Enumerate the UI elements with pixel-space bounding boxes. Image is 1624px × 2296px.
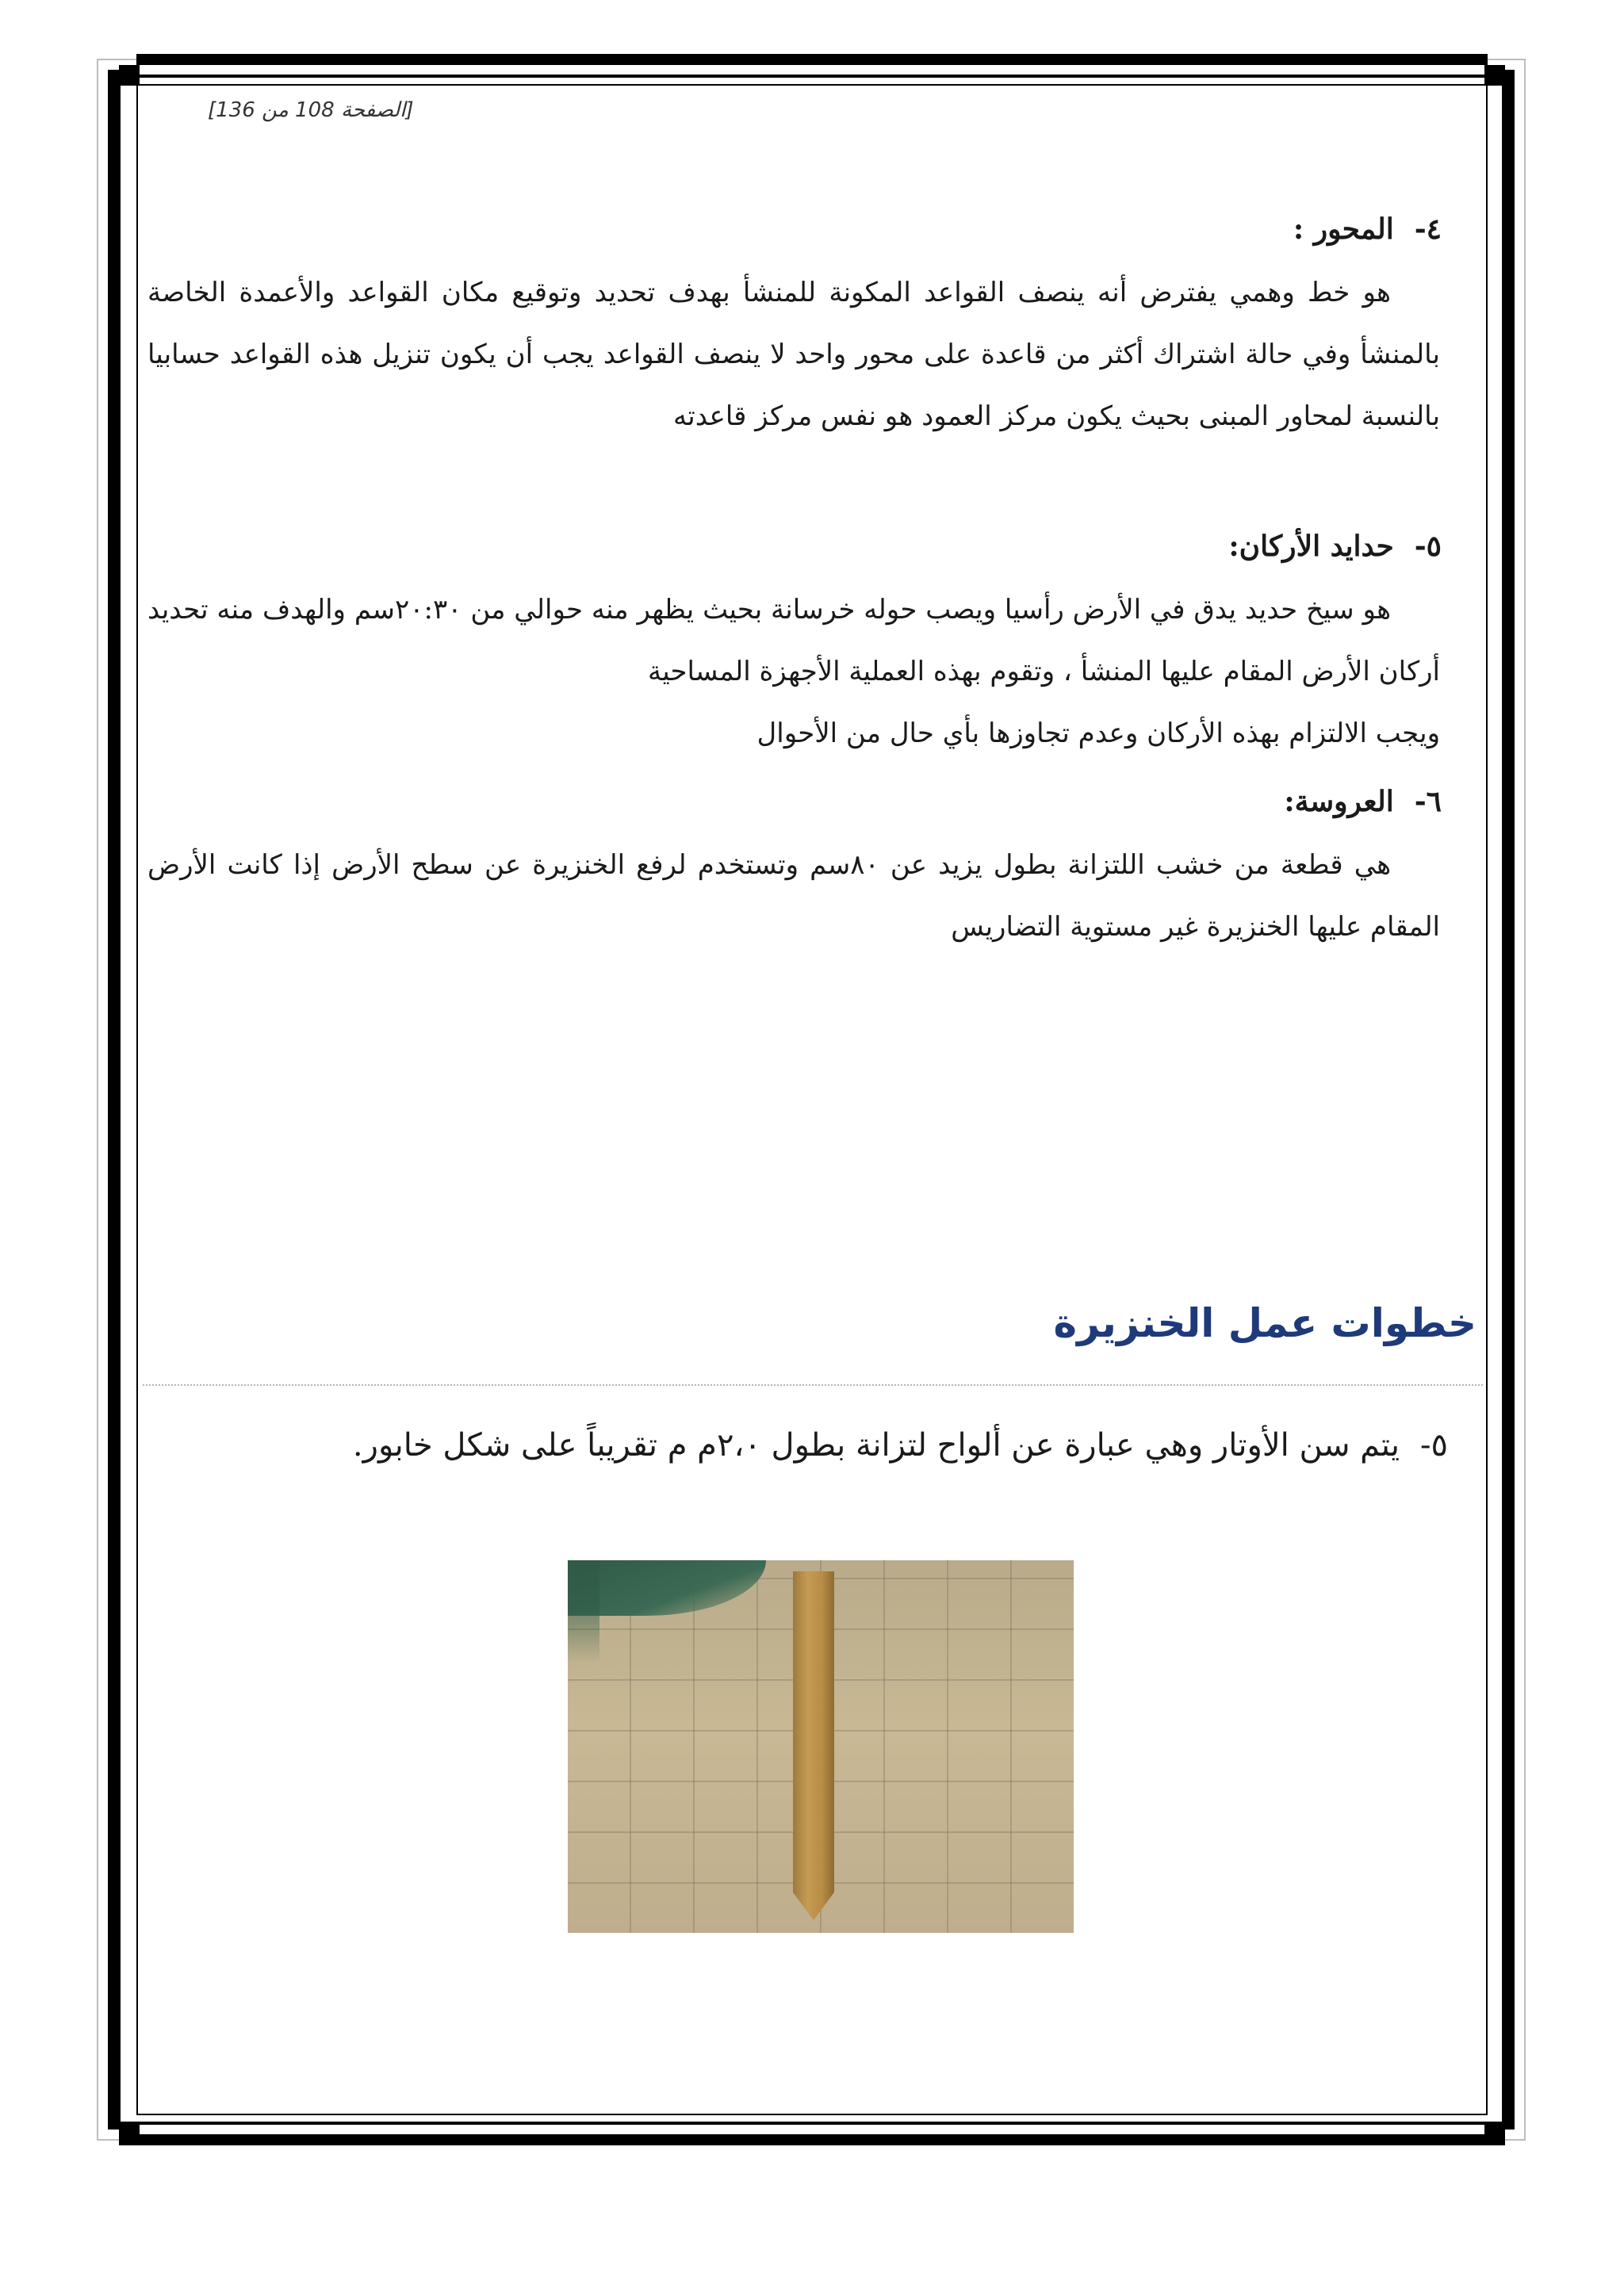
paragraph: هي قطعة من خشب اللتزانة بطول يزيد عن ٨٠سم وتستخدم لرفع الخنزيرة عن سطح الأرض إذا كانت الأرض المقام عليها الخنزيرة غير مستوية التضاريس xyxy=(147,849,1440,943)
step-number: ٥- xyxy=(1420,1427,1448,1464)
page-frame-top-bar xyxy=(136,54,1488,65)
steps-title: خطوات عمل الخنزيرة xyxy=(1053,1300,1477,1346)
section-number: ٤- xyxy=(1414,212,1442,246)
wooden-stake-plank xyxy=(793,1571,834,1920)
section-title: المحور : xyxy=(1293,212,1394,246)
frame-corner-top-right xyxy=(1484,65,1505,86)
paragraph: هو خط وهمي يفترض أنه ينصف القواعد المكونة للمنشأ بهدف تحديد وتوقيع مكان القواعد والأعمدة الخاصة بالمنشأ وفي حالة اشتراك أكثر من قاعدة على محور واحد لا ينصف القواعد يجب أن يكون تنزيل هذه القواعد حسابيا بالنسبة لمحاور المبنى بحيث يكون مركز العمود هو نفس مركز قاعدته xyxy=(147,277,1440,432)
page-frame-top-thin-bar xyxy=(119,75,1505,78)
dotted-divider xyxy=(143,1384,1483,1386)
section-body-corner-irons xyxy=(147,579,1440,764)
paragraph: ويجب الالتزام بهذه الأركان وعدم تجاوزها بأي حال من الأحوال xyxy=(756,718,1440,749)
frame-corner-top-left xyxy=(119,65,140,86)
page-frame-bottom-thin-bar xyxy=(119,2122,1505,2125)
section-number: ٦- xyxy=(1414,785,1442,818)
section-body-arousa xyxy=(147,834,1440,958)
section-title: حدايد الأركان: xyxy=(1228,530,1394,563)
section-heading-corner-irons xyxy=(1228,530,1442,563)
section-heading-axis xyxy=(1293,212,1442,246)
frame-corner-bottom-left xyxy=(119,2125,140,2145)
photo-green-edge xyxy=(568,1560,599,1663)
step-text: يتم سن الأوتار وهي عبارة عن ألواح لتزانة بطول ٢،٠م م تقريباً على شكل خابور. xyxy=(352,1427,1400,1464)
page-number-header: [الصفحة 108 من 136] xyxy=(208,98,414,122)
section-number: ٥- xyxy=(1414,530,1442,563)
section-heading-arousa xyxy=(1284,785,1442,818)
frame-corner-bottom-right xyxy=(1484,2125,1505,2145)
step-item xyxy=(353,1427,1448,1464)
wooden-stake-photo xyxy=(568,1560,1074,1933)
section-title: العروسة: xyxy=(1284,785,1394,818)
section-body-axis xyxy=(147,262,1440,447)
paragraph: هو سيخ حديد يدق في الأرض رأسيا ويصب حوله خرسانة بحيث يظهر منه حوالي من ٢٠:٣٠سم والهدف منه تحديد أركان الأرض المقام عليها المنشأ ، وتقوم بهذه العملية الأجهزة المساحية xyxy=(147,594,1440,687)
page-frame-bottom-bar xyxy=(136,2134,1488,2145)
